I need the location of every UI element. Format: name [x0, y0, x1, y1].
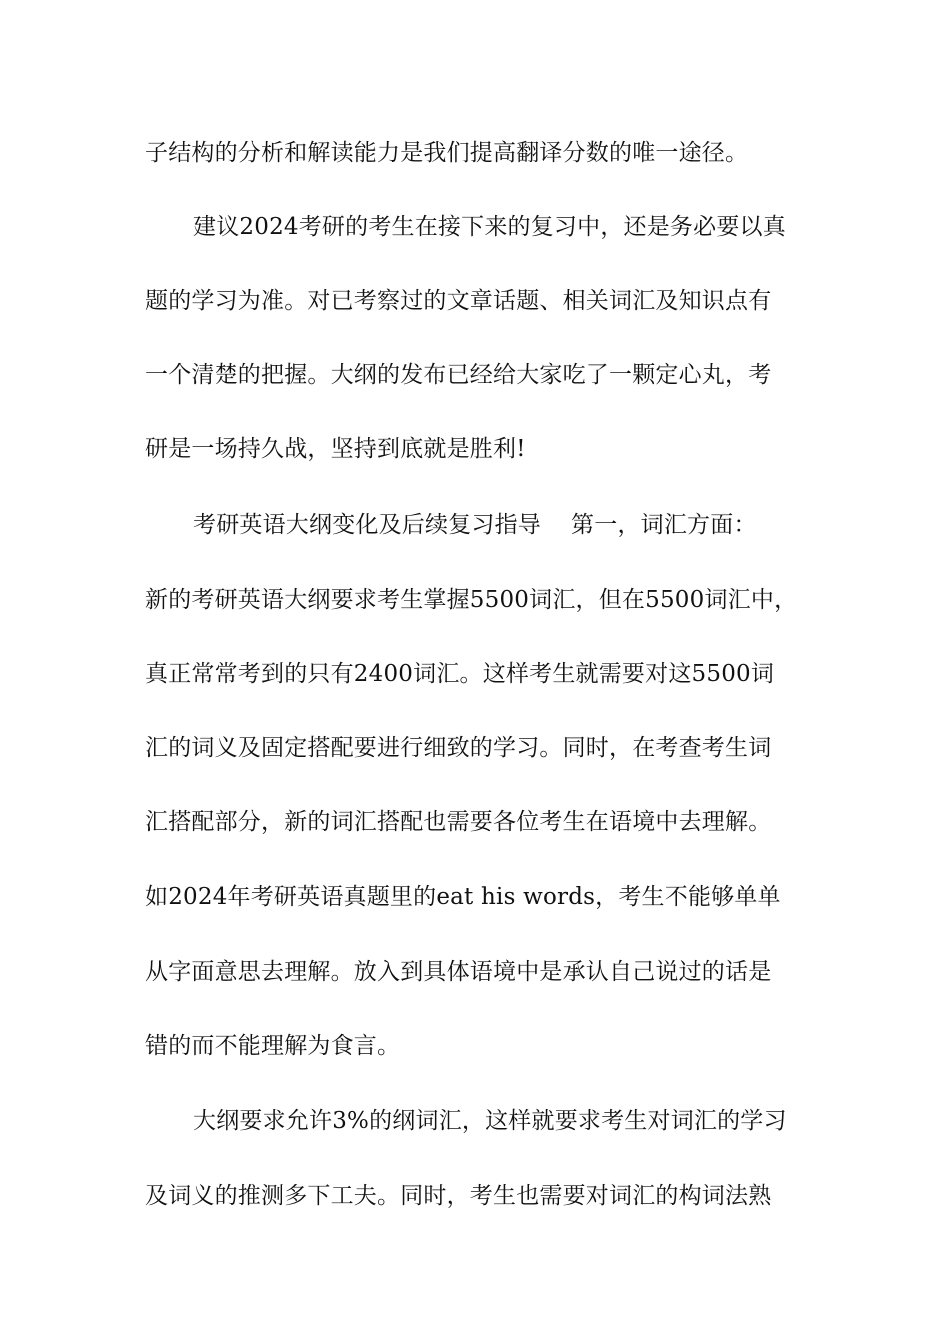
text-line: 题的学习为准。对已考察过的文章话题、相关词汇及知识点有: [145, 288, 772, 314]
text-line: 汇的词义及固定搭配要进行细致的学习。同时，在考查考生词: [145, 735, 772, 761]
text-line: 研是一场持久战，坚持到底就是胜利!: [145, 436, 526, 462]
text-line: 及词义的推测多下工夫。同时，考生也需要对词汇的构词法熟: [145, 1183, 772, 1209]
text-line: 建议2024考研的考生在接下来的复习中，还是务必要以真: [193, 214, 786, 240]
text-line: 大纲要求允许3%的纲词汇，这样就要求考生对词汇的学习: [193, 1108, 787, 1134]
text-line: 新的考研英语大纲要求考生掌握5500词汇，但在5500词汇中，: [145, 587, 798, 613]
text-line: 子结构的分析和解读能力是我们提高翻译分数的唯一途径。: [145, 140, 749, 166]
text-line: 从字面意思去理解。放入到具体语境中是承认自己说过的话是: [145, 959, 772, 985]
text-line: 如2024年考研英语真题里的eat his words，考生不能够单单: [145, 884, 781, 910]
text-line: 真正常常考到的只有2400词汇。这样考生就需要对这5500词: [145, 661, 775, 687]
text-line: 错的而不能理解为食言。: [145, 1033, 401, 1059]
text-line: 考研英语大纲变化及后续复习指导 第一，词汇方面：: [193, 512, 757, 538]
text-line: 一个清楚的把握。大纲的发布已经给大家吃了一颗定心丸，考: [145, 362, 772, 388]
text-line: 汇搭配部分，新的词汇搭配也需要各位考生在语境中去理解。: [145, 809, 772, 835]
